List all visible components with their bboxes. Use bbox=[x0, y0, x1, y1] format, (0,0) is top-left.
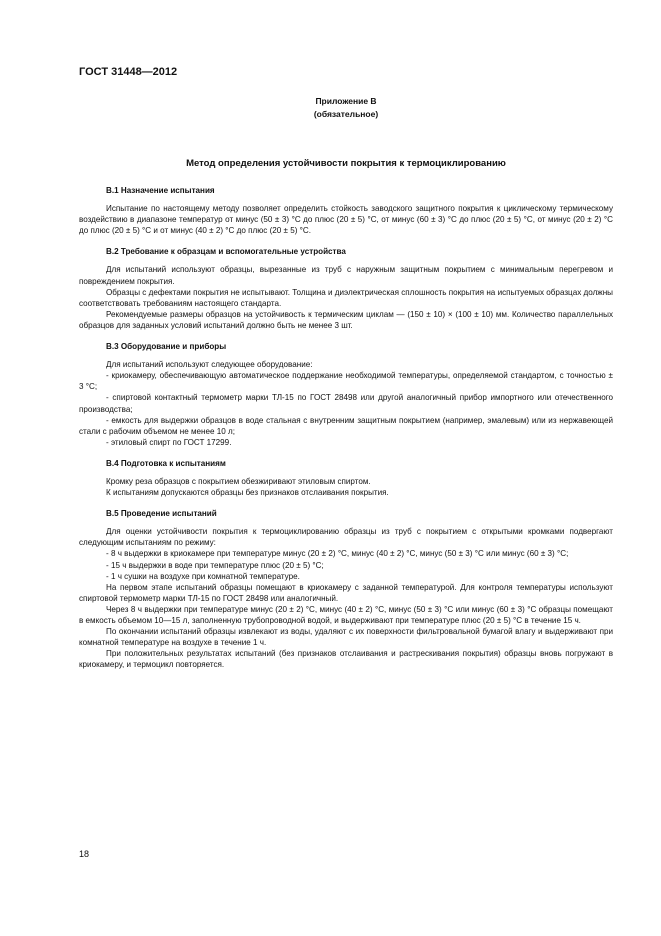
list-item: - 8 ч выдержки в криокамере при температуре минус (20 ± 2) °С, минус (40 ± 2) °С, минус (50 ± 3) °С или минус (60 ± 3) °С; bbox=[106, 549, 569, 559]
list-item: - 1 ч сушки на воздухе при комнатной температуре. bbox=[106, 571, 300, 581]
paragraph: Для оценки устойчивости покрытия к термоциклированию образцы из труб с покрытием с открытыми кромками подвергают следующим испытаниям по режиму: bbox=[79, 527, 613, 548]
list-item: - этиловый спирт по ГОСТ 17299. bbox=[106, 437, 232, 447]
section-heading: В.1 Назначение испытания bbox=[106, 186, 215, 195]
list-item: - криокамеру, обеспечивающую автоматическое поддержание необходимой температуры, определяемой стандартом, с точностью ± 3 °С; bbox=[79, 371, 613, 392]
paragraph: К испытаниям допускаются образцы без признаков отслаивания покрытия. bbox=[106, 488, 389, 498]
paragraph: По окончании испытаний образцы извлекают из воды, удаляют с их поверхности фильтровальной бумагой влагу и выдерживают при комнатной температуре на воздухе в течение 1 ч. bbox=[79, 627, 613, 648]
page-number: 18 bbox=[79, 849, 90, 859]
list-item: - 15 ч выдержки в воде при температуре плюс (20 ± 5) °С; bbox=[106, 560, 324, 570]
paragraph: Испытание по настоящему методу позволяет определить стойкость заводского защитного покрытия к циклическому термическому воздействию в диапазоне температур от минус (50 ± 3) °С до плюс (20 ± 5) °С, от минус (60 ± 3) °С до плюс (20 ± 5) °С, от минус (20 ± 2) °С до плюс (20 ± 5) °С и от минус (40 ± 2) °С до плюс (20 ± 5) °С. bbox=[79, 204, 613, 236]
document-body bbox=[79, 183, 613, 670]
annex-status: (обязательное) bbox=[313, 109, 379, 119]
section-heading: В.3 Оборудование и приборы bbox=[106, 342, 227, 352]
paragraph: Кромку реза образцов с покрытием обезжиривают этиловым спиртом. bbox=[106, 476, 371, 486]
annex-title: Приложение В bbox=[315, 96, 377, 106]
paragraph: На первом этапе испытаний образцы помещают в криокамеру с заданной температурой. Для контроля температуры используют спиртовой термометр марки ТЛ-15 по ГОСТ 28498 или аналогичный. bbox=[79, 582, 613, 603]
list-item: - спиртовой контактный термометр марки ТЛ-15 по ГОСТ 28498 или другой аналогичный прибор импортного или отечественного производства; bbox=[79, 393, 613, 414]
section-heading: В.4 Подготовка к испытаниям bbox=[106, 458, 226, 468]
paragraph: Для испытаний используют образцы, вырезанные из труб с наружным защитным покрытием с минимальным перегревом и повреждением покрытия. bbox=[79, 265, 613, 286]
method-title: Метод определения устойчивости покрытия к термоциклированию bbox=[186, 158, 506, 169]
section-heading: В.2 Требование к образцам и вспомогательные устройства bbox=[106, 247, 346, 257]
standard-number: ГОСТ 31448—2012 bbox=[79, 66, 178, 78]
paragraph: Для испытаний используют следующее оборудование: bbox=[106, 360, 313, 370]
paragraph: При положительных результатах испытаний (без признаков отслаивания и растрескивания покрытия) образцы вновь погружают в криокамеру, и термоцикл повторяется. bbox=[79, 649, 613, 670]
paragraph: Рекомендуемые размеры образцов на устойчивость к термическим циклам — (150 ± 10) × (100 ± 10) мм. Количество параллельных образцов для заданных условий испытаний должно быть не менее 3 шт. bbox=[79, 309, 613, 330]
list-item: - емкость для выдержки образцов в воде стальная с внутренним защитным покрытием (например, эмалевым) или из нержавеющей стали с рабочим объемом не менее 10 л; bbox=[79, 415, 613, 436]
section-heading: В.5 Проведение испытаний bbox=[106, 509, 217, 519]
paragraph: Образцы с дефектами покрытия не испытывают. Толщина и диэлектрическая сплошность покрытия на испытуемых образцах должны соответствовать требованиям настоящего стандарта. bbox=[79, 287, 613, 308]
paragraph: Через 8 ч выдержки при температуре минус (20 ± 2) °С, минус (40 ± 2) °С, минус (50 ± 3) °С или минус (60 ± 3) °С образцы помещают в емкость объемом 10—15 л, заполненную трубопроводной водой, и выдерживают при температуре плюс (20 ± 5) °С в течение 15 ч. bbox=[79, 604, 613, 625]
